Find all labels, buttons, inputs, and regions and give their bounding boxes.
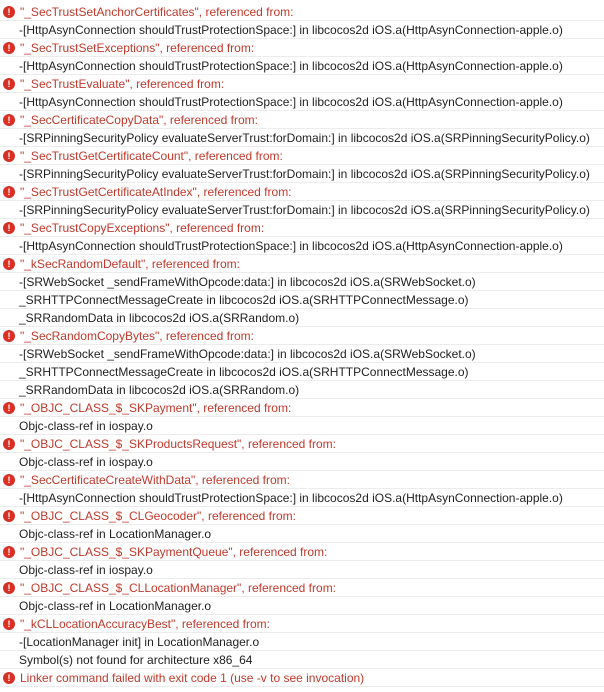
reference-detail: -[HttpAsynConnection shouldTrustProtectionSpace:] in libcocos2d iOS.a(HttpAsynConnection-apple.o) <box>19 23 563 37</box>
detail-row[interactable] <box>0 489 604 507</box>
error-message: "_SecCertificateCreateWithData", referenced from: <box>20 473 290 487</box>
detail-row[interactable] <box>0 237 604 255</box>
reference-detail: -[SRPinningSecurityPolicy evaluateServerTrust:forDomain:] in libcocos2d iOS.a(SRPinningSecurityPolicy.o) <box>19 131 590 145</box>
error-message: "_kCLLocationAccuracyBest", referenced from: <box>20 617 270 631</box>
detail-row[interactable] <box>0 309 604 327</box>
error-icon: ! <box>3 618 15 630</box>
detail-row[interactable] <box>0 363 604 381</box>
error-row[interactable] <box>0 219 604 237</box>
detail-row[interactable] <box>0 273 604 291</box>
reference-detail: -[HttpAsynConnection shouldTrustProtectionSpace:] in libcocos2d iOS.a(HttpAsynConnection-apple.o) <box>19 59 563 73</box>
error-message: "_SecRandomCopyBytes", referenced from: <box>20 329 254 343</box>
error-message: "_kSecRandomDefault", referenced from: <box>20 257 240 271</box>
error-row[interactable] <box>0 615 604 633</box>
detail-row[interactable] <box>0 291 604 309</box>
error-row[interactable] <box>0 327 604 345</box>
error-message: "_OBJC_CLASS_$_SKPaymentQueue", referenced from: <box>20 545 328 559</box>
error-icon: ! <box>3 42 15 54</box>
detail-row[interactable] <box>0 651 604 669</box>
reference-detail: -[SRWebSocket _sendFrameWithOpcode:data:] in libcocos2d iOS.a(SRWebSocket.o) <box>19 275 476 289</box>
error-icon: ! <box>3 438 15 450</box>
detail-row[interactable] <box>0 201 604 219</box>
error-row[interactable] <box>0 579 604 597</box>
detail-row[interactable] <box>0 381 604 399</box>
reference-detail: Objc-class-ref in iospay.o <box>19 419 153 433</box>
error-row[interactable] <box>0 435 604 453</box>
error-icon: ! <box>3 402 15 414</box>
error-icon: ! <box>3 672 15 684</box>
error-message: "_SecTrustCopyExceptions", referenced from: <box>20 221 265 235</box>
reference-detail: -[HttpAsynConnection shouldTrustProtectionSpace:] in libcocos2d iOS.a(HttpAsynConnection-apple.o) <box>19 95 563 109</box>
error-icon: ! <box>3 330 15 342</box>
reference-detail: Symbol(s) not found for architecture x86_64 <box>19 653 253 667</box>
reference-detail: _SRRandomData in libcocos2d iOS.a(SRRandom.o) <box>19 383 300 397</box>
error-icon: ! <box>3 222 15 234</box>
error-message: "_OBJC_CLASS_$_CLGeocoder", referenced from: <box>20 509 296 523</box>
detail-row[interactable] <box>0 417 604 435</box>
detail-row[interactable] <box>0 345 604 363</box>
error-icon: ! <box>3 114 15 126</box>
error-message: "_SecTrustSetExceptions", referenced from: <box>20 41 255 55</box>
error-icon: ! <box>3 150 15 162</box>
error-message: "_SecTrustGetCertificateAtIndex", referenced from: <box>20 185 292 199</box>
reference-detail: -[HttpAsynConnection shouldTrustProtectionSpace:] in libcocos2d iOS.a(HttpAsynConnection-apple.o) <box>19 491 563 505</box>
detail-row[interactable] <box>0 633 604 651</box>
reference-detail: _SRHTTPConnectMessageCreate in libcocos2d iOS.a(SRHTTPConnectMessage.o) <box>19 365 469 379</box>
error-message: "_SecTrustEvaluate", referenced from: <box>20 77 225 91</box>
error-row[interactable] <box>0 3 604 21</box>
error-icon: ! <box>3 186 15 198</box>
error-icon: ! <box>3 510 15 522</box>
detail-row[interactable] <box>0 453 604 471</box>
error-message: "_OBJC_CLASS_$_SKPayment", referenced from: <box>20 401 292 415</box>
detail-row[interactable] <box>0 21 604 39</box>
detail-row[interactable] <box>0 129 604 147</box>
error-icon: ! <box>3 582 15 594</box>
error-message: "_SecCertificateCopyData", referenced from: <box>20 113 258 127</box>
reference-detail: -[SRPinningSecurityPolicy evaluateServerTrust:forDomain:] in libcocos2d iOS.a(SRPinningSecurityPolicy.o) <box>19 167 590 181</box>
error-row[interactable] <box>0 399 604 417</box>
reference-detail: -[HttpAsynConnection shouldTrustProtectionSpace:] in libcocos2d iOS.a(HttpAsynConnection-apple.o) <box>19 239 563 253</box>
reference-detail: Objc-class-ref in iospay.o <box>19 563 153 577</box>
error-row[interactable] <box>0 471 604 489</box>
detail-row[interactable] <box>0 525 604 543</box>
error-row[interactable] <box>0 39 604 57</box>
reference-detail: Objc-class-ref in LocationManager.o <box>19 527 212 541</box>
error-row[interactable] <box>0 147 604 165</box>
reference-detail: -[SRWebSocket _sendFrameWithOpcode:data:] in libcocos2d iOS.a(SRWebSocket.o) <box>19 347 476 361</box>
error-icon: ! <box>3 6 15 18</box>
error-icon: ! <box>3 258 15 270</box>
error-message: "_OBJC_CLASS_$_SKProductsRequest", referenced from: <box>20 437 337 451</box>
reference-detail: Objc-class-ref in LocationManager.o <box>19 599 212 613</box>
detail-row[interactable] <box>0 597 604 615</box>
error-row[interactable] <box>0 669 604 687</box>
error-row[interactable] <box>0 543 604 561</box>
reference-detail: -[SRPinningSecurityPolicy evaluateServerTrust:forDomain:] in libcocos2d iOS.a(SRPinningSecurityPolicy.o) <box>19 203 590 217</box>
error-row[interactable] <box>0 507 604 525</box>
error-row[interactable] <box>0 111 604 129</box>
error-message: "_SecTrustSetAnchorCertificates", referenced from: <box>20 5 294 19</box>
error-message: Linker command failed with exit code 1 (use -v to see invocation) <box>20 671 365 685</box>
reference-detail: Objc-class-ref in iospay.o <box>19 455 153 469</box>
error-row[interactable] <box>0 183 604 201</box>
detail-row[interactable] <box>0 165 604 183</box>
reference-detail: _SRHTTPConnectMessageCreate in libcocos2d iOS.a(SRHTTPConnectMessage.o) <box>19 293 469 307</box>
error-icon: ! <box>3 546 15 558</box>
error-row[interactable] <box>0 255 604 273</box>
error-icon: ! <box>3 474 15 486</box>
detail-row[interactable] <box>0 57 604 75</box>
error-message: "_SecTrustGetCertificateCount", referenced from: <box>20 149 283 163</box>
error-icon: ! <box>3 78 15 90</box>
detail-row[interactable] <box>0 561 604 579</box>
error-row[interactable] <box>0 75 604 93</box>
reference-detail: _SRRandomData in libcocos2d iOS.a(SRRandom.o) <box>19 311 300 325</box>
reference-detail: -[LocationManager init] in LocationManager.o <box>19 635 260 649</box>
error-message: "_OBJC_CLASS_$_CLLocationManager", referenced from: <box>20 581 337 595</box>
detail-row[interactable] <box>0 93 604 111</box>
